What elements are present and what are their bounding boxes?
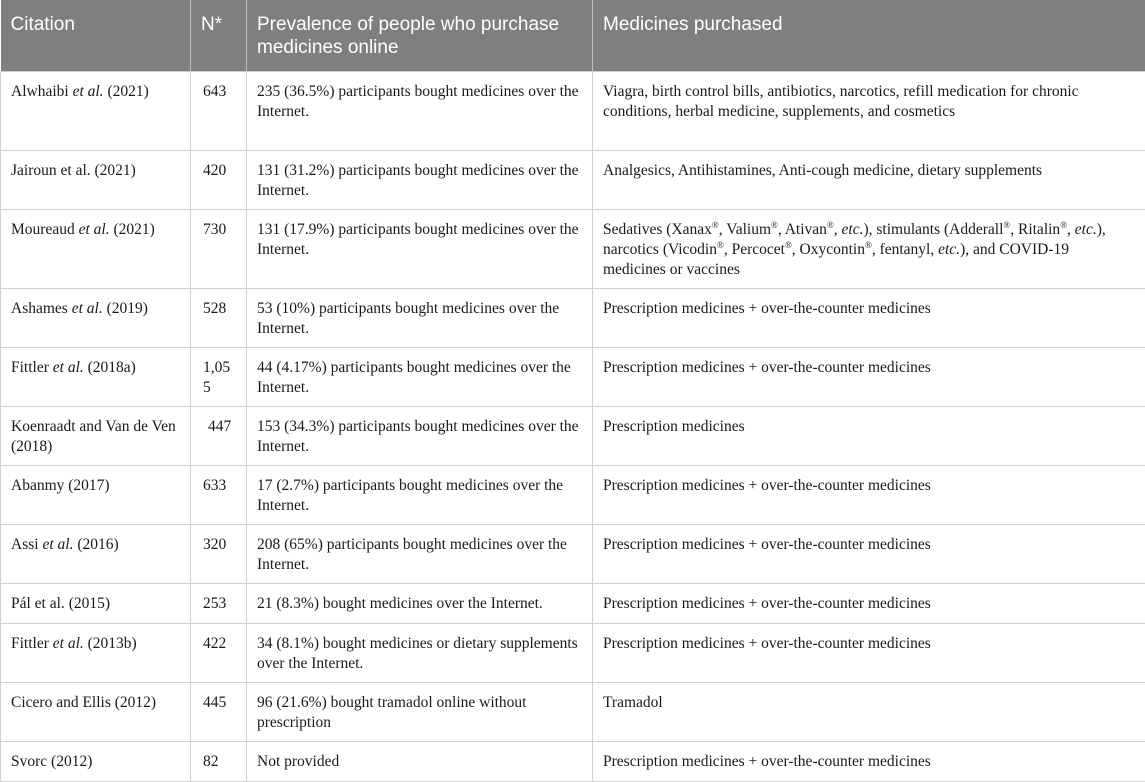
medicines-cell: Prescription medicines + over-the-counter medicines — [593, 524, 1145, 583]
citation-cell: Jairoun et al. (2021) — [1, 150, 191, 209]
medicines-cell: Viagra, birth control bills, antibiotics, narcotics, refill medication for chronic conditions, herbal medicine, supplements, and cosmetics — [593, 71, 1145, 150]
header-medicines: Medicines purchased — [593, 0, 1145, 71]
header-row — [1, 0, 1145, 71]
n-cell: 633 — [191, 465, 247, 524]
citation-cell: Moureaud et al. (2021) — [1, 209, 191, 288]
prevalence-cell: 34 (8.1%) bought medicines or dietary supplements over the Internet. — [247, 623, 593, 682]
prevalence-cell: 131 (31.2%) participants bought medicines over the Internet. — [247, 150, 593, 209]
medicines-cell: Tramadol — [593, 682, 1145, 741]
medicines-cell: Prescription medicines + over-the-counter medicines — [593, 741, 1145, 781]
table-row — [1, 347, 1145, 406]
medicines-cell: Prescription medicines + over-the-counter medicines — [593, 347, 1145, 406]
citation-cell: Assi et al. (2016) — [1, 524, 191, 583]
prevalence-cell: 96 (21.6%) bought tramadol online without prescription — [247, 682, 593, 741]
n-cell: 82 — [191, 741, 247, 781]
table-row — [1, 150, 1145, 209]
medicines-cell: Prescription medicines + over-the-counter medicines — [593, 465, 1145, 524]
table-row — [1, 209, 1145, 288]
table-row — [1, 288, 1145, 347]
prevalence-cell: 44 (4.17%) participants bought medicines over the Internet. — [247, 347, 593, 406]
n-cell: 528 — [191, 288, 247, 347]
table-row — [1, 583, 1145, 623]
table-row — [1, 623, 1145, 682]
citation-cell: Koenraadt and Van de Ven (2018) — [1, 406, 191, 465]
prevalence-cell: 208 (65%) participants bought medicines over the Internet. — [247, 524, 593, 583]
table-row — [1, 465, 1145, 524]
n-cell: 1,055 — [191, 347, 247, 406]
prevalence-cell: 21 (8.3%) bought medicines over the Internet. — [247, 583, 593, 623]
prevalence-cell: 53 (10%) participants bought medicines over the Internet. — [247, 288, 593, 347]
medicines-cell: Prescription medicines + over-the-counter medicines — [593, 623, 1145, 682]
prevalence-cell: 153 (34.3%) participants bought medicines over the Internet. — [247, 406, 593, 465]
header-citation: Citation — [1, 0, 191, 71]
medicines-cell: Prescription medicines + over-the-counter medicines — [593, 288, 1145, 347]
medicines-cell: Prescription medicines + over-the-counter medicines — [593, 583, 1145, 623]
table-row — [1, 524, 1145, 583]
table-row — [1, 406, 1145, 465]
citation-cell: Fittler et al. (2018a) — [1, 347, 191, 406]
prevalence-cell: 131 (17.9%) participants bought medicines over the Internet. — [247, 209, 593, 288]
citation-cell: Cicero and Ellis (2012) — [1, 682, 191, 741]
citation-cell: Fittler et al. (2013b) — [1, 623, 191, 682]
citation-cell: Alwhaibi et al. (2021) — [1, 71, 191, 150]
table-row — [1, 741, 1145, 781]
citation-cell: Pál et al. (2015) — [1, 583, 191, 623]
table-row — [1, 682, 1145, 741]
medicines-cell: Sedatives (Xanax®, Valium®, Ativan®, etc.), stimulants (Adderall®, Ritalin®, etc.), narcotics (Vicodin®, Percocet®, Oxycontin®, fentanyl, etc.), and COVID-19 medicines or vaccines — [593, 209, 1145, 288]
medicines-cell: Prescription medicines — [593, 406, 1145, 465]
citation-cell: Abanmy (2017) — [1, 465, 191, 524]
header-n: N* — [191, 0, 247, 71]
n-cell: 253 — [191, 583, 247, 623]
n-cell: 320 — [191, 524, 247, 583]
n-cell: 420 — [191, 150, 247, 209]
citation-cell: Ashames et al. (2019) — [1, 288, 191, 347]
n-cell: 422 — [191, 623, 247, 682]
prevalence-cell: Not provided — [247, 741, 593, 781]
citation-cell: Svorc (2012) — [1, 741, 191, 781]
n-cell: 445 — [191, 682, 247, 741]
n-cell: 730 — [191, 209, 247, 288]
prevalence-cell: 235 (36.5%) participants bought medicines over the Internet. — [247, 71, 593, 150]
table-row — [1, 71, 1145, 150]
header-prevalence: Prevalence of people who purchase medicines online — [247, 0, 593, 71]
prevalence-cell: 17 (2.7%) participants bought medicines over the Internet. — [247, 465, 593, 524]
n-cell: 643 — [191, 71, 247, 150]
medicines-cell: Analgesics, Antihistamines, Anti-cough medicine, dietary supplements — [593, 150, 1145, 209]
n-cell: 447 — [191, 406, 247, 465]
